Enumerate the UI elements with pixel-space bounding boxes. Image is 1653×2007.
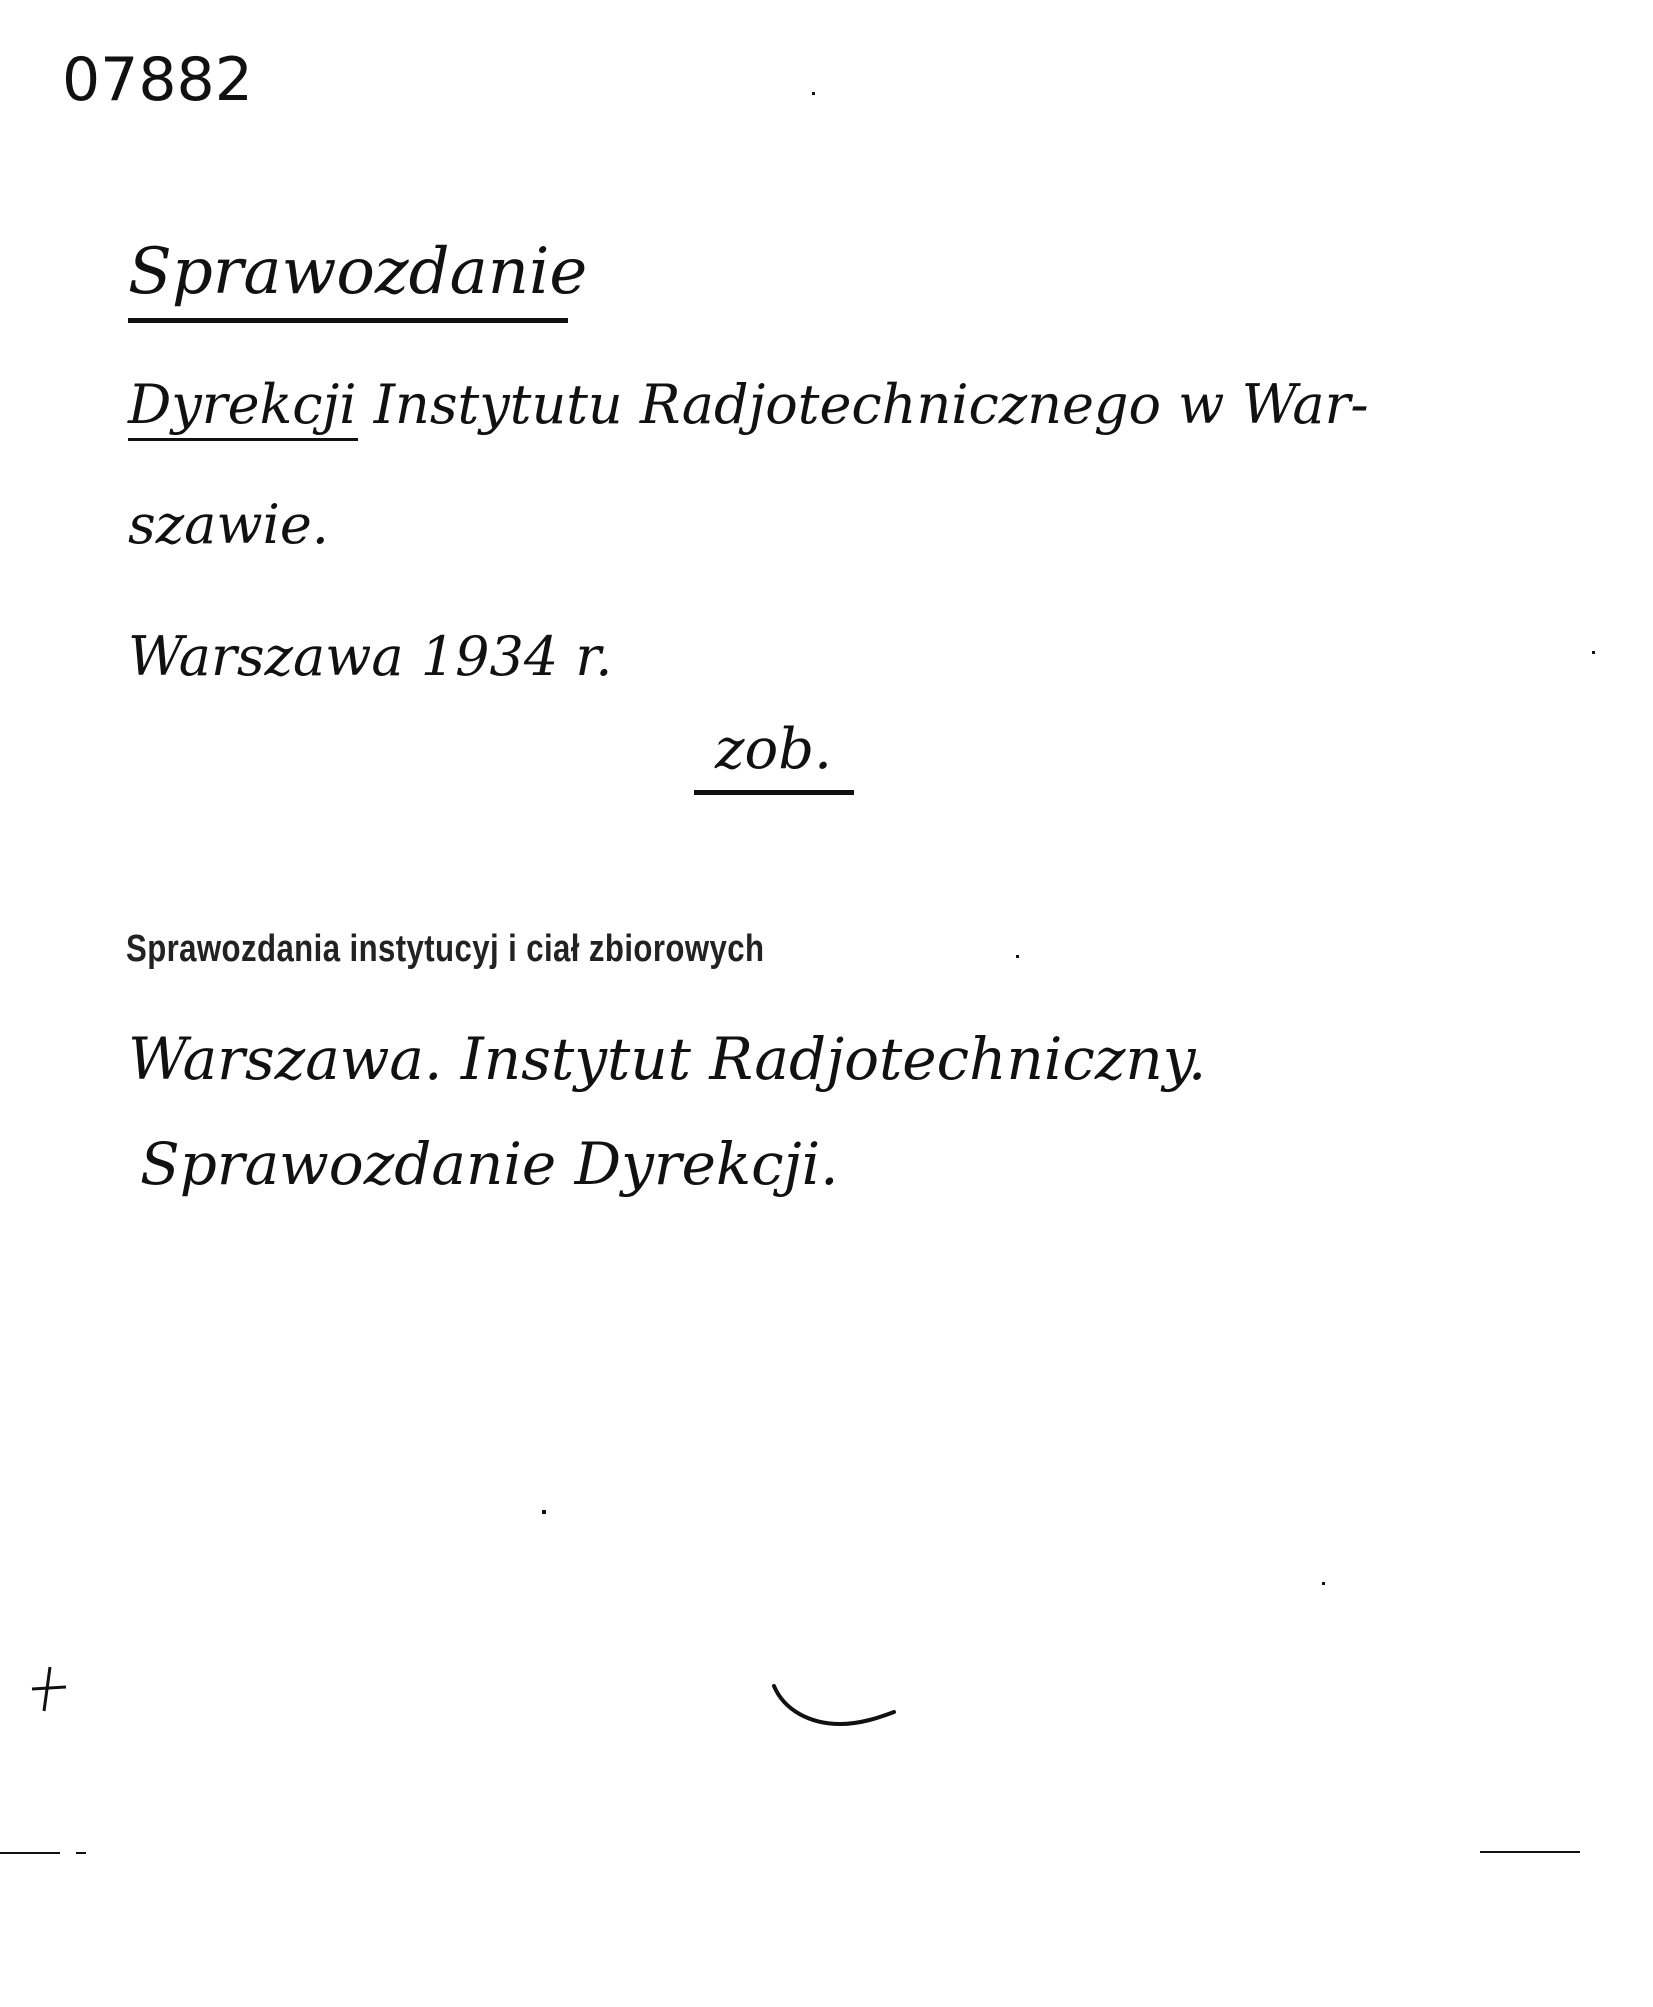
pencil-stroke-mark [770, 1680, 900, 1740]
left-edge-line [0, 1852, 60, 1854]
entry-line-1: Warszawa. Instytut Radjotechniczny. [128, 1025, 1207, 1093]
see-note-underline [694, 790, 854, 795]
entry-line-2: Sprawozdanie Dyrekcji. [140, 1130, 839, 1198]
title-underline [128, 318, 568, 323]
catalog-number: 07882 [62, 45, 253, 115]
left-edge-dash [76, 1852, 86, 1854]
speck-5 [1592, 651, 1595, 654]
stamp-heading: Sprawozdania instytucyj i ciał zbiorowych [126, 928, 765, 970]
place-and-year: Warszawa 1934 r. [128, 625, 613, 688]
card-title: Sprawozdanie [128, 235, 588, 309]
subtitle-underline [128, 438, 358, 441]
right-edge-line [1480, 1851, 1580, 1853]
speck-1 [812, 92, 815, 95]
speck-4 [1322, 1582, 1325, 1585]
subtitle-line-2: szawie. [128, 493, 329, 556]
see-note: zob. [715, 717, 832, 782]
speck-2 [1016, 955, 1019, 958]
subtitle-line-1: Dyrekcji Instytutu Radjotechnicznego w War- [128, 373, 1369, 436]
cross-mark [30, 1665, 70, 1715]
speck-3 [542, 1510, 546, 1514]
